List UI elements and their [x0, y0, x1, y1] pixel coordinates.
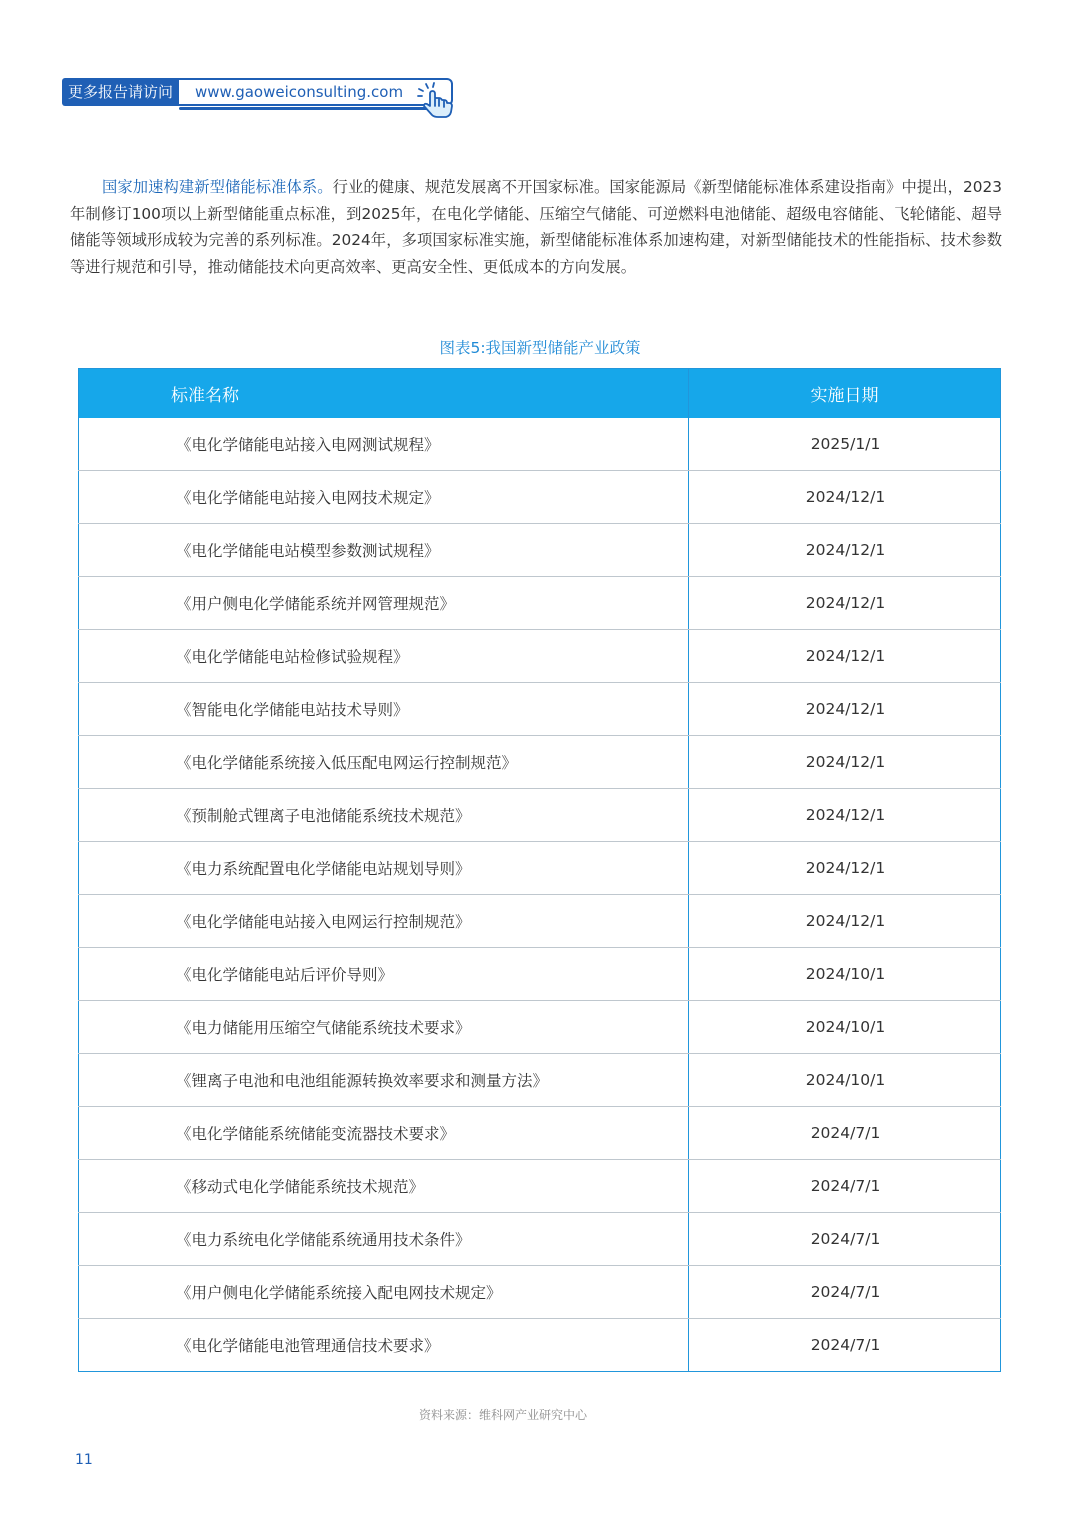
table-caption: 图表5:我国新型储能产业政策 [439, 339, 641, 357]
table-row [79, 1054, 1001, 1107]
effective-date: 2024/12/1 [689, 524, 1001, 577]
effective-date: 2024/12/1 [689, 471, 1001, 524]
table-row [79, 1319, 1001, 1372]
table-row [79, 842, 1001, 895]
intro-body: 行业的健康、规范发展离不开国家标准。国家能源局《新型储能标准体系建设指南》中提出，2023年制修订100项以上新型储能重点标准，到2025年，在电化学储能、压缩空气储能、可逆燃料电池储能、超级电容储能、飞轮储能、超导储能等领域形成较为完善的系列标准。2024年，多项国家标准实施，新型储能标准体系加速构建，对新型储能技术的性能指标、技术参数等进行规范和引导，推动储能技术向更高效率、更高安全性、更低成本的方向发展。 [70, 178, 1002, 276]
standard-name: 《电化学储能电站检修试验规程》 [79, 630, 689, 683]
effective-date: 2024/12/1 [689, 630, 1001, 683]
standard-name: 《电化学储能电池管理通信技术要求》 [79, 1319, 689, 1372]
effective-date: 2024/12/1 [689, 895, 1001, 948]
effective-date: 2024/12/1 [689, 736, 1001, 789]
effective-date: 2024/7/1 [689, 1213, 1001, 1266]
effective-date: 2024/7/1 [689, 1266, 1001, 1319]
effective-date: 2024/7/1 [689, 1160, 1001, 1213]
table-row [79, 1160, 1001, 1213]
effective-date: 2024/10/1 [689, 948, 1001, 1001]
table-row [79, 418, 1001, 471]
standard-name: 《电化学储能电站接入电网测试规程》 [79, 418, 689, 471]
standard-name: 《电力系统配置电化学储能电站规划导则》 [79, 842, 689, 895]
standard-name: 《用户侧电化学储能系统接入配电网技术规定》 [79, 1266, 689, 1319]
effective-date: 2024/10/1 [689, 1001, 1001, 1054]
intro-lead: 国家加速构建新型储能标准体系。 [102, 178, 333, 196]
standard-name: 《电力系统电化学储能系统通用技术条件》 [79, 1213, 689, 1266]
pointer-hand-icon [414, 82, 460, 122]
standard-name: 《智能电化学储能电站技术导则》 [79, 683, 689, 736]
effective-date: 2025/1/1 [689, 418, 1001, 471]
table-row [79, 1001, 1001, 1054]
table-row [79, 895, 1001, 948]
table-row [79, 683, 1001, 736]
table-row [79, 471, 1001, 524]
table-row [79, 577, 1001, 630]
header-effective-date: 实施日期 [689, 369, 1001, 419]
banner-url-link[interactable]: www.gaoweiconsulting.com [179, 78, 453, 106]
table-row [79, 789, 1001, 842]
standards-table [78, 368, 1001, 1372]
standard-name: 《锂离子电池和电池组能源转换效率要求和测量方法》 [79, 1054, 689, 1107]
standard-name: 《电力储能用压缩空气储能系统技术要求》 [79, 1001, 689, 1054]
standard-name: 《用户侧电化学储能系统并网管理规范》 [79, 577, 689, 630]
table-row [79, 948, 1001, 1001]
effective-date: 2024/10/1 [689, 1054, 1001, 1107]
intro-paragraph [70, 174, 1002, 280]
standard-name: 《电化学储能系统接入低压配电网运行控制规范》 [79, 736, 689, 789]
source-note: 资料来源：维科网产业研究中心 [418, 1408, 587, 1422]
standard-name: 《电化学储能系统储能变流器技术要求》 [79, 1107, 689, 1160]
standard-name: 《预制舱式锂离子电池储能系统技术规范》 [79, 789, 689, 842]
effective-date: 2024/12/1 [689, 789, 1001, 842]
standard-name: 《电化学储能电站模型参数测试规程》 [79, 524, 689, 577]
header-standard-name: 标准名称 [79, 369, 689, 419]
table-row [79, 630, 1001, 683]
table-row [79, 524, 1001, 577]
table-row [79, 1266, 1001, 1319]
standard-name: 《电化学储能电站后评价导则》 [79, 948, 689, 1001]
effective-date: 2024/7/1 [689, 1319, 1001, 1372]
standard-name: 《电化学储能电站接入电网技术规定》 [79, 471, 689, 524]
table-row [79, 736, 1001, 789]
standard-name: 《电化学储能电站接入电网运行控制规范》 [79, 895, 689, 948]
table-row [79, 1107, 1001, 1160]
effective-date: 2024/7/1 [689, 1107, 1001, 1160]
effective-date: 2024/12/1 [689, 577, 1001, 630]
banner-tag: 更多报告请访问 [62, 78, 179, 106]
standard-name: 《移动式电化学储能系统技术规范》 [79, 1160, 689, 1213]
table-row [79, 1213, 1001, 1266]
visit-banner [62, 78, 453, 106]
effective-date: 2024/12/1 [689, 683, 1001, 736]
effective-date: 2024/12/1 [689, 842, 1001, 895]
page-number: 11 [75, 1452, 93, 1468]
table-header-row [79, 369, 1001, 419]
